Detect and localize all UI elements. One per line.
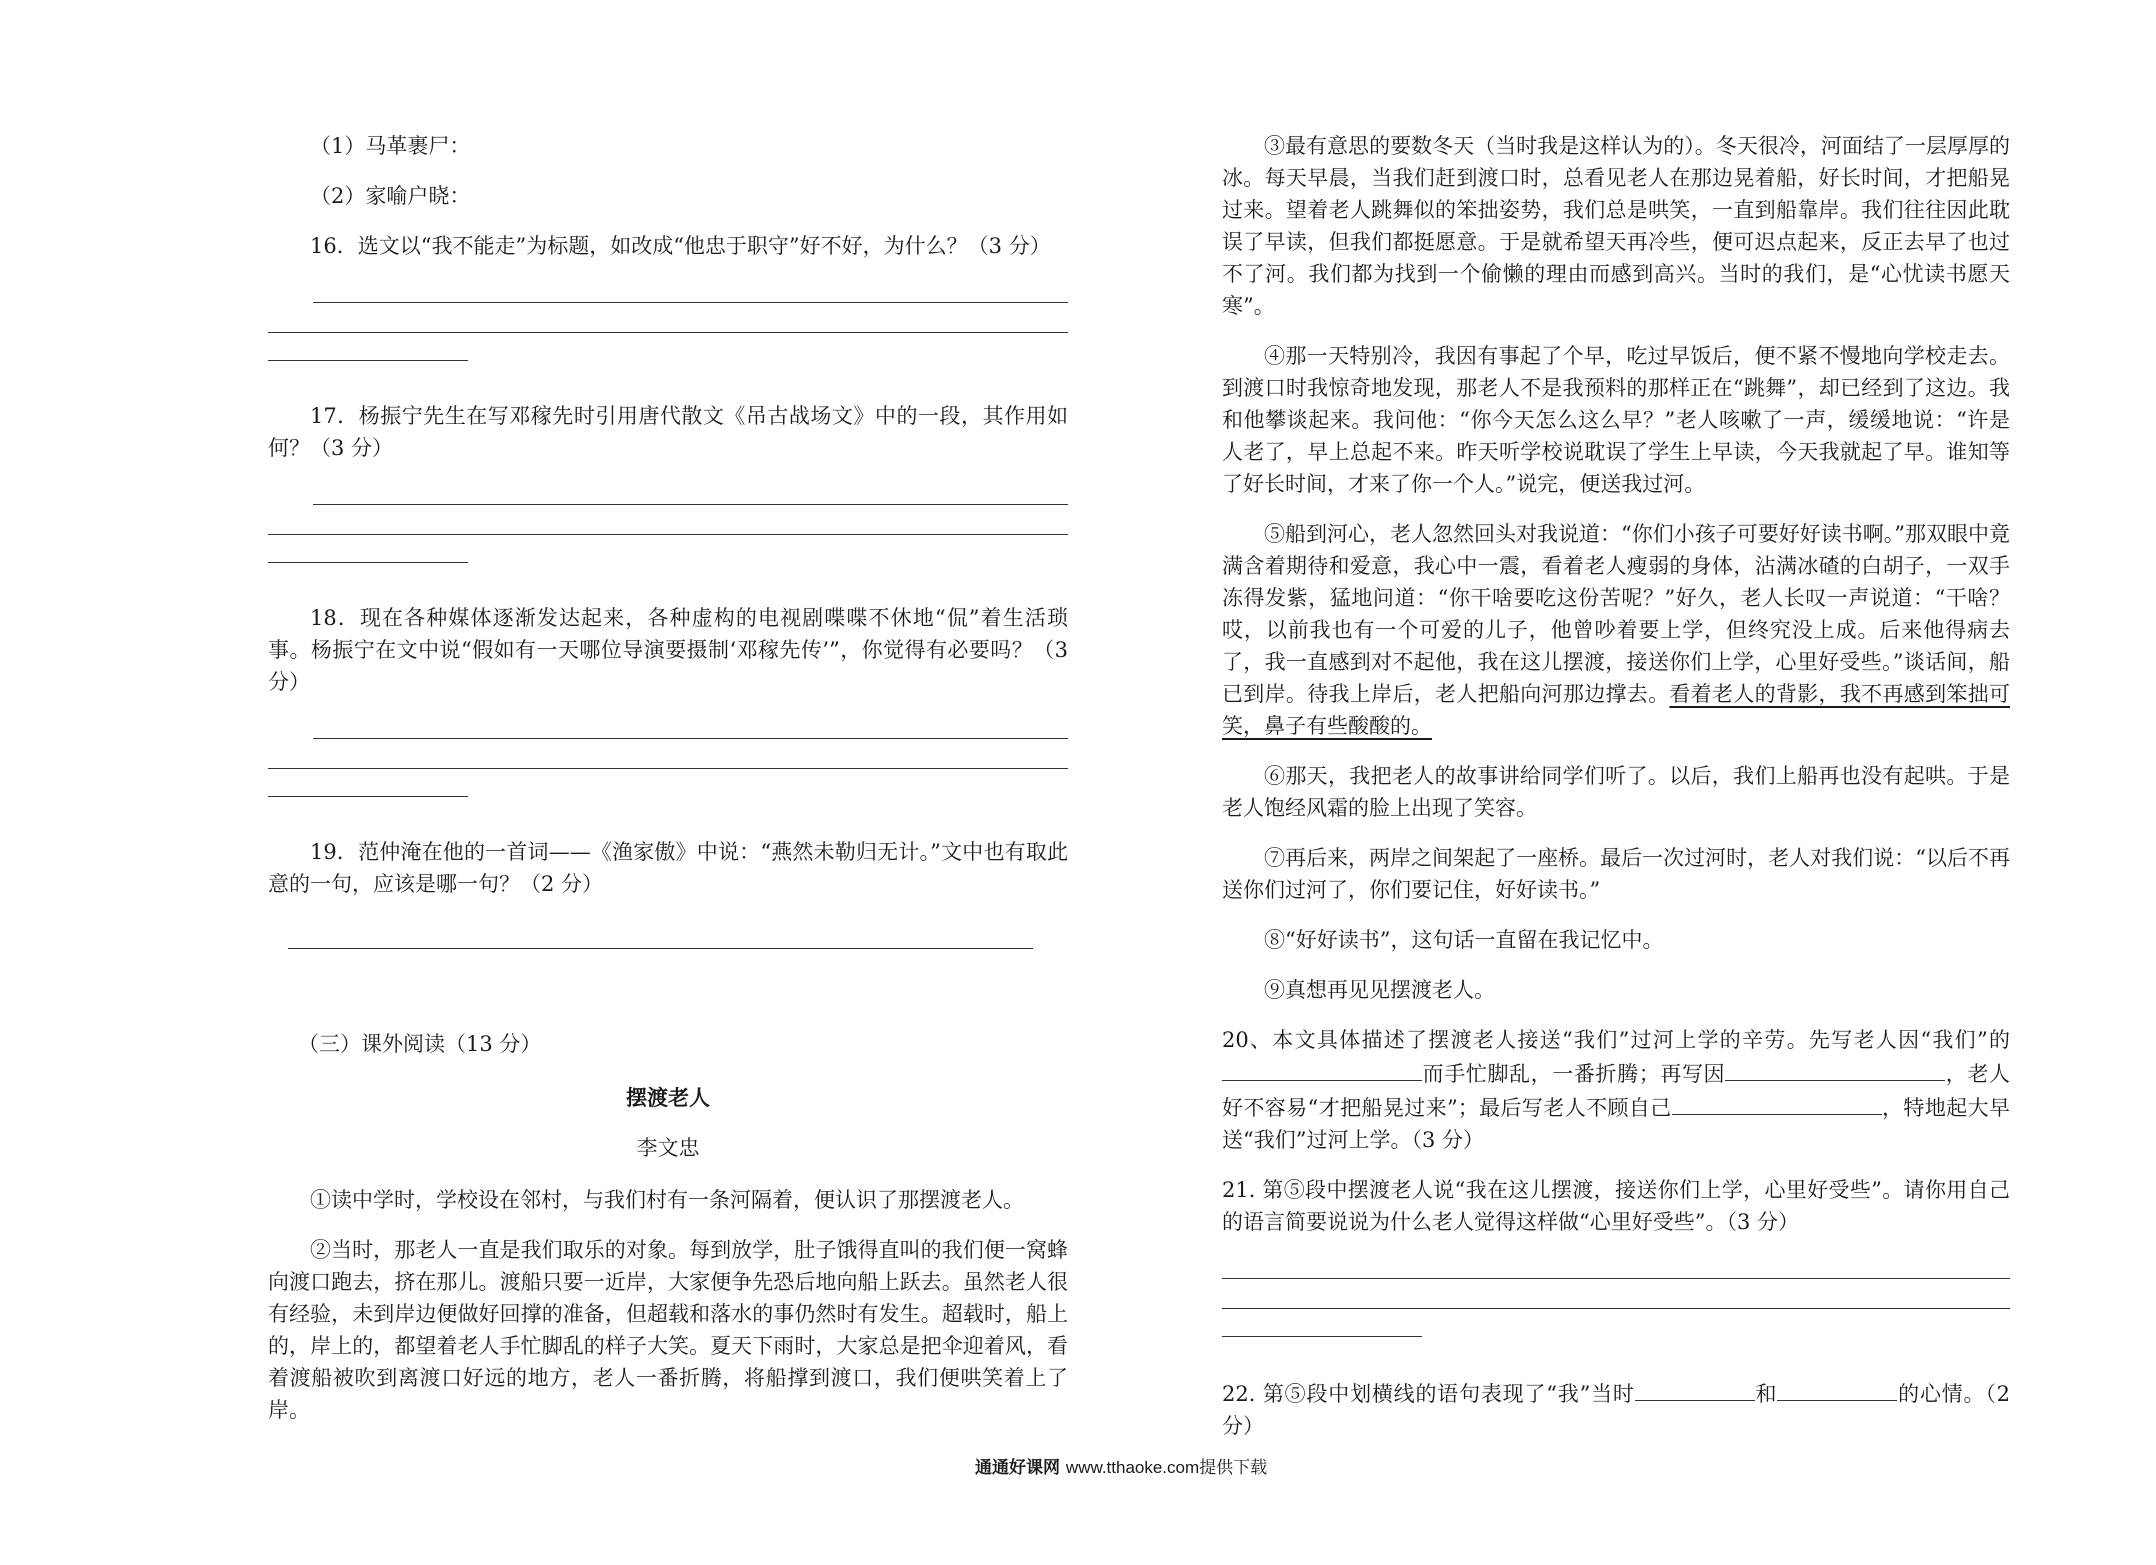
answer-line	[1222, 1278, 2010, 1279]
q20-text: ，特地起大早送“我们”过河上学。（3 分）	[1222, 1096, 2010, 1152]
paragraph-5	[1222, 518, 2010, 742]
q22-text: 和	[1754, 1382, 1778, 1406]
subquestion-2: （2）家喻户晓：	[310, 184, 471, 208]
question-22	[1222, 1376, 2010, 1442]
paragraph-6: ⑥那天，我把老人的故事讲给同学们听了。以后，我们上船再也没有起哄。于是老人饱经风霜的脸上出现了笑容。	[1222, 764, 2010, 820]
q20-text: ，老人好不容易“才把船晃过来”；最后写老人不顾自己	[1222, 1062, 2011, 1120]
answer-line	[313, 738, 1068, 739]
story-author: 李文忠	[636, 1136, 700, 1160]
subquestion-1: （1）马革裹尸：	[310, 134, 471, 158]
footer	[975, 1452, 1267, 1484]
blank-20-2[interactable]	[1725, 1056, 1945, 1081]
right-column	[1222, 130, 2010, 1460]
blank-20-3[interactable]	[1672, 1090, 1882, 1115]
question-20	[1222, 1024, 2010, 1156]
q22-text: 22. 第⑤段中划横线的语句表现了“我”当时	[1222, 1382, 1635, 1406]
q22-text: 的心情。（2 分）	[1222, 1382, 2010, 1438]
answer-lines-16	[268, 280, 1068, 370]
question-17: 17．杨振宁先生在写邓稼先时引用唐代散文《吊古战场文》中的一段，其作用如何？（3 分）	[268, 404, 1068, 460]
answer-line	[268, 360, 468, 361]
paragraph-8: ⑧“好好读书”，这句话一直留在我记忆中。	[1264, 928, 1664, 952]
answer-line	[268, 534, 1068, 535]
blank-20-1[interactable]	[1222, 1056, 1422, 1081]
answer-line	[268, 768, 1068, 769]
paragraph-1: ①读中学时，学校设在邻村，与我们村有一条河隔着，便认识了那摆渡老人。	[310, 1188, 1024, 1212]
q20-text: 20、本文具体描述了摆渡老人接送“我们”过河上学的辛劳。先写老人因“我们”的	[1222, 1028, 2010, 1052]
answer-line	[268, 332, 1068, 333]
paragraph-3: ③最有意思的要数冬天（当时我是这样认为的）。冬天很冷，河面结了一层厚厚的冰。每天早晨，当我们赶到渡口时，总看见老人在那边晃着船，好长时间，才把船晃过来。望着老人跳舞似的笨拙姿势，我们总是哄笑，一直到船靠岸。我们往往因此耽误了早读，但我们都挺愿意。于是就希望天再冷些，便可迟点起来，反正去早了也过不了河。我们都为找到一个偷懒的理由而感到高兴。当时的我们，是“心忧读书愿天寒”。	[1222, 134, 2010, 318]
question-21: 21. 第⑤段中摆渡老人说“我在这儿摆渡，接送你们上学，心里好受些”。请你用自己的语言简要说说为什么老人觉得这样做“心里好受些”。（3 分）	[1222, 1178, 2010, 1234]
answer-line	[268, 796, 468, 797]
footer-tail: 提供下载	[1199, 1458, 1268, 1477]
answer-lines-21	[1222, 1256, 2010, 1346]
left-column	[268, 130, 1068, 1444]
section-heading: （三）课外阅读（13 分）	[298, 1032, 542, 1056]
paragraph-9: ⑨真想再见见摆渡老人。	[1264, 978, 1495, 1002]
blank-22-2[interactable]	[1777, 1376, 1897, 1401]
paragraph-7: ⑦再后来，两岸之间架起了一座桥。最后一次过河时，老人对我们说：“以后不再送你们过河了，你们要记住，好好读书。”	[1222, 846, 2010, 902]
answer-lines-18	[268, 716, 1068, 806]
q20-text: 而手忙脚乱，一番折腾；再写因	[1422, 1062, 1726, 1086]
story-title: 摆渡老人	[626, 1085, 710, 1110]
paragraph-5-text: ⑤船到河心，老人忽然回头对我说道：“你们小孩子可要好好读书啊。”那双眼中竟满含着期待和爱意，我心中一震，看着老人瘦弱的身体，沾满冰碴的白胡子，一双手冻得发紫，猛地问道：“你干啥要吃这份苦呢？”好久，老人长叹一声说道：“干啥？哎，以前我也有一个可爱的儿子，他曾吵着要上学，但终究没上成。后来他得病去了，我一直感到对不起他，我在这儿摆渡，接送你们上学，心里好受些。”谈话间，船已到岸。待我上岸后，老人把船向河那边撑去。	[1222, 522, 2010, 706]
answer-line	[268, 562, 468, 563]
answer-line	[313, 504, 1068, 505]
answer-line	[288, 948, 1033, 949]
question-16: 16．选文以“我不能走”为标题，如改成“他忠于职守”好不好，为什么？（3 分）	[310, 234, 1051, 258]
answer-line	[1222, 1336, 1422, 1337]
underlined-sentence: 看着老人的背影，我不再感到笨拙可笑，鼻子有些酸酸的。	[1222, 682, 2011, 738]
footer-url[interactable]: www.tthaoke.com	[1065, 1458, 1200, 1477]
question-18: 18．现在各种媒体逐渐发达起来，各种虚构的电视剧喋喋不休地“侃”着生活琐事。杨振宁在文中说“假如有一天哪位导演要摄制‘邓稼先传’”，你觉得有必要吗？（3 分）	[268, 606, 1068, 694]
answer-line	[1222, 1308, 2010, 1309]
answer-lines-17	[268, 482, 1068, 572]
paragraph-4: ④那一天特别冷，我因有事起了个早，吃过早饭后，便不紧不慢地向学校走去。到渡口时我惊奇地发现，那老人不是我预料的那样正在“跳舞”，却已经到了这边。我和他攀谈起来。我问他：“你今天怎么这么早？”老人咳嗽了一声，缓缓地说：“许是人老了，早上总起不来。昨天听学校说耽误了学生上早读，今天我就起了早。谁知等了好长时间，才来了你一个人。”说完，便送我过河。	[1222, 344, 2010, 496]
footer-site: 通通好课网	[975, 1458, 1060, 1477]
answer-line	[313, 302, 1068, 303]
paragraph-2: ②当时，那老人一直是我们取乐的对象。每到放学，肚子饿得直叫的我们便一窝蜂向渡口跑去，挤在那儿。渡船只要一近岸，大家便争先恐后地向船上跃去。虽然老人很有经验，未到岸边便做好回撑的准备，但超载和落水的事仍然时有发生。超载时，船上的，岸上的，都望着老人手忙脚乱的样子大笑。夏天下雨时，大家总是把伞迎着风，看着渡船被吹到离渡口好远的地方，老人一番折腾，将船撑到渡口，我们便哄笑着上了岸。	[268, 1238, 1068, 1422]
answer-lines-19	[268, 918, 1068, 958]
question-19: 19．范仲淹在他的一首词——《渔家傲》中说：“燕然未勒归无计。”文中也有取此意的一句，应该是哪一句？（2 分）	[268, 840, 1068, 896]
blank-22-1[interactable]	[1635, 1376, 1755, 1401]
